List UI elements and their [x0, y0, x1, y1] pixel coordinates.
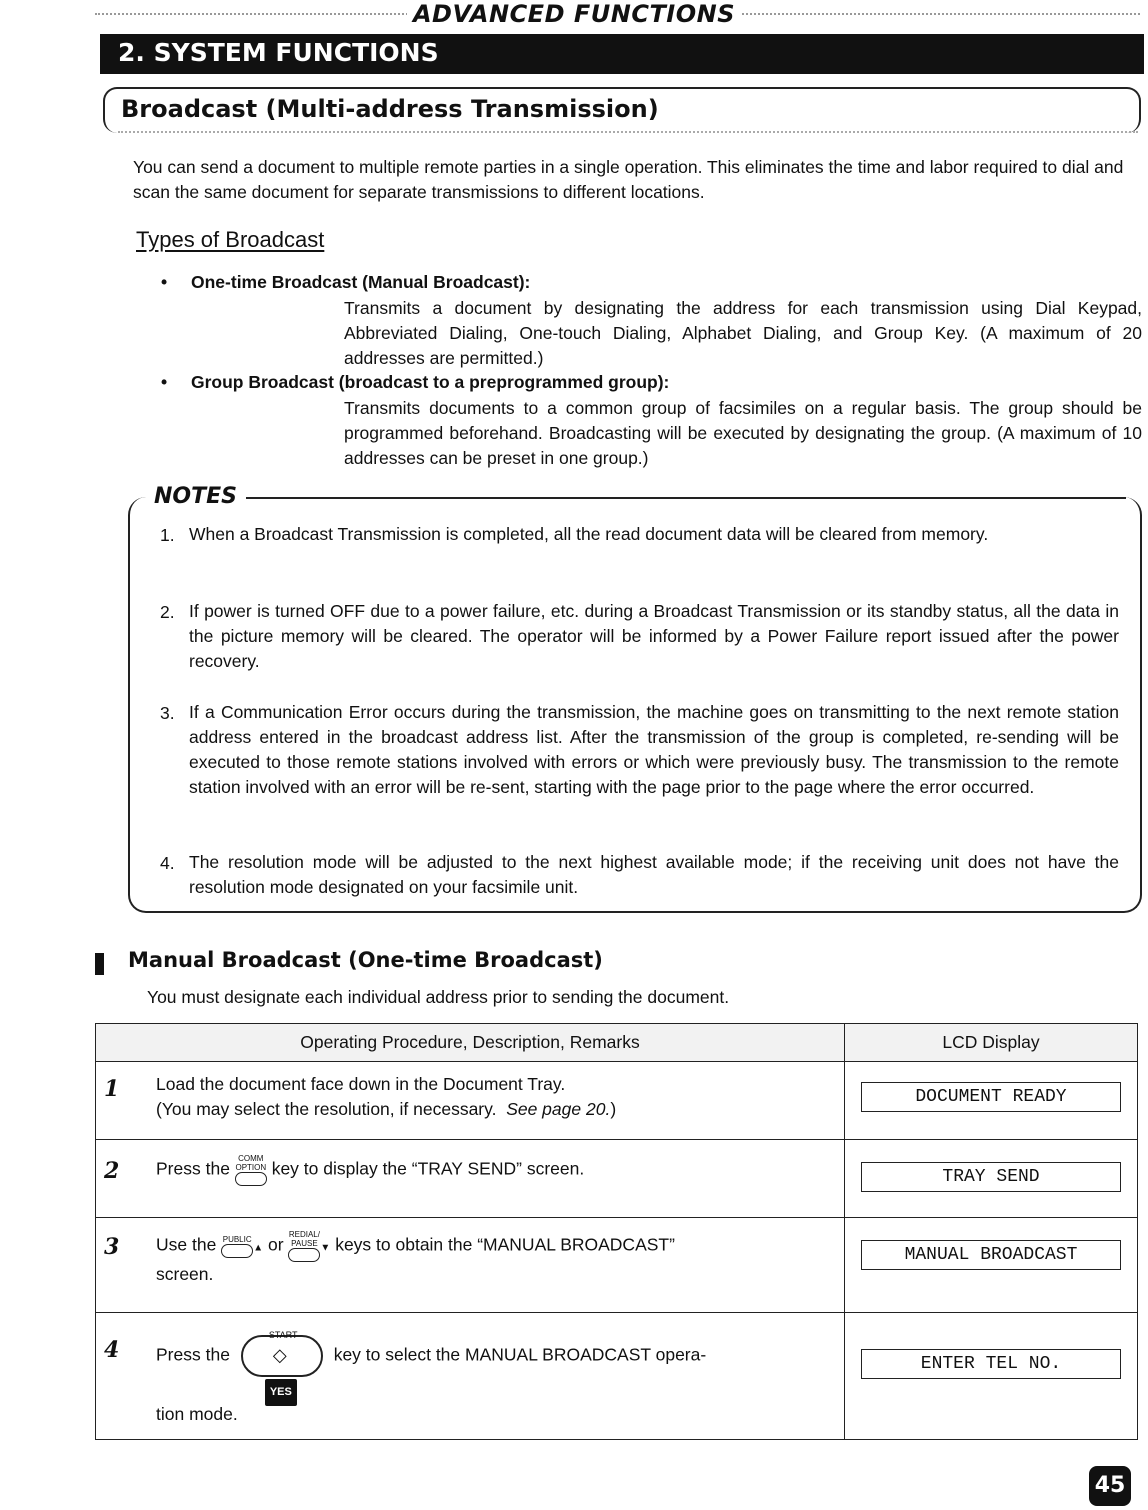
- section-title: 2. SYSTEM FUNCTIONS: [118, 38, 439, 67]
- step-text-post: keys to obtain the “MANUAL BROADCAST”: [335, 1234, 675, 1255]
- lcd-display: DOCUMENT READY: [861, 1082, 1121, 1112]
- note-text: If a Communication Error occurs during the transmission, the machine goes on transmitting to the next remote station address entered in the broadcast address list. After the transmission of the group is completed, re-sending will be executed to those remote stations involved with errors or which were previously busy. The transmission to the remote station involved with an error will be re-sent, starting with the page prior to the page where the error occurred.: [189, 702, 1119, 797]
- lcd-cell: [845, 1313, 1138, 1440]
- note-number: 3.: [160, 703, 175, 723]
- column-header: LCD Display: [845, 1024, 1138, 1062]
- note-text: When a Broadcast Transmission is completed, all the read document data will be cleared from memory.: [189, 524, 989, 544]
- lcd-cell: [845, 1062, 1138, 1140]
- step-line: screen.: [156, 1264, 214, 1284]
- running-header-text: ADVANCED FUNCTIONS: [407, 0, 741, 28]
- notes-title: NOTES: [148, 484, 243, 509]
- step-cell: [96, 1062, 845, 1140]
- types-heading: Types of Broadcast: [136, 227, 325, 252]
- step-line: Load the document face down in the Document Tray.: [156, 1074, 566, 1094]
- lcd-cell: [845, 1218, 1138, 1313]
- key-oval-icon: [235, 1172, 267, 1186]
- note-number: 2.: [160, 602, 175, 622]
- page-number: 45: [1089, 1466, 1131, 1506]
- step-text-or: or: [267, 1234, 284, 1255]
- type-item-description: Transmits documents to a common group of facsimiles on a regular basis. The group should be programmed beforehand. Broadcasting will be executed by designating the group. (A maximum of 10 addresses can be preset in one group.): [344, 398, 1142, 468]
- section-title-bar: [100, 34, 1144, 74]
- column-header: Operating Procedure, Description, Remarks: [96, 1024, 845, 1062]
- intro-paragraph: You can send a document to multiple remote parties in a single operation. This eliminates the time and labor required to dial and scan the same document for separate transmissions to different locations.: [133, 157, 1124, 202]
- table-header-row: [96, 1024, 1138, 1062]
- step-cell: [96, 1218, 845, 1313]
- key-label: OPTION: [235, 1163, 267, 1172]
- start-key-label: START: [268, 1330, 298, 1340]
- topic-rule: [118, 131, 1138, 133]
- step-text: [156, 1230, 832, 1287]
- page-reference: See page 20.: [506, 1099, 611, 1119]
- type-item-label: • Group Broadcast (broadcast to a preprogrammed group):: [191, 372, 669, 393]
- start-diamond-icon: ◇: [272, 1345, 287, 1365]
- subsection-title: Manual Broadcast (One-time Broadcast): [128, 948, 603, 972]
- step-cell: [96, 1140, 845, 1218]
- step-text-pre: Use the: [156, 1234, 217, 1255]
- key-oval-icon: [288, 1248, 320, 1262]
- step-text-post: key to display the “TRAY SEND” screen.: [271, 1158, 585, 1179]
- note-text: The resolution mode will be adjusted to the next highest available mode; if the receiving unit does not have the resolution mode designated on your facsimile unit.: [189, 852, 1119, 897]
- step-text: [156, 1072, 832, 1122]
- step-text-pre: Press the: [156, 1158, 230, 1179]
- type-item-label: • One-time Broadcast (Manual Broadcast):: [191, 272, 530, 293]
- key-label: PAUSE: [291, 1239, 318, 1248]
- public-key: [221, 1235, 253, 1258]
- step-text: [156, 1330, 832, 1427]
- lcd-display: ENTER TEL NO.: [861, 1349, 1121, 1379]
- step-cell: [96, 1313, 845, 1440]
- note-text: If power is turned OFF due to a power failure, etc. during a Broadcast Transmission or its standby status, all the data in the picture memory will be cleared. The operator will be informed by a Power Failure report issued after the power recovery.: [189, 601, 1119, 671]
- key-top-label: REDIAL/: [288, 1230, 320, 1239]
- key-label: PUBLIC: [222, 1234, 252, 1244]
- topic-heading-box: [103, 87, 1141, 133]
- key-top-label: COMM: [238, 1154, 264, 1163]
- step-number: 3: [104, 1234, 120, 1260]
- start-key: [241, 1330, 323, 1398]
- step-number: 2: [104, 1158, 120, 1184]
- step-line: tion mode.: [156, 1404, 238, 1424]
- step-text-pre: Press the: [156, 1344, 230, 1365]
- note-number: 1.: [160, 525, 175, 545]
- subsection-marker: [95, 953, 104, 975]
- step-line: (You may select the resolution, if necessary.: [156, 1099, 497, 1119]
- table-row: [96, 1140, 1138, 1218]
- note-number: 4.: [160, 853, 175, 873]
- table-row: [96, 1313, 1138, 1440]
- step-line-close: ): [610, 1099, 617, 1119]
- table-row: [96, 1218, 1138, 1313]
- up-arrow-icon: ▲: [253, 1242, 264, 1254]
- step-number: 1: [104, 1076, 120, 1102]
- down-arrow-icon: ▼: [320, 1242, 331, 1254]
- table-row: [96, 1062, 1138, 1140]
- subsection-description: You must designate each individual address prior to sending the document.: [147, 987, 730, 1007]
- yes-badge: YES: [265, 1379, 297, 1406]
- step-text: [156, 1154, 832, 1186]
- topic-title: Broadcast (Multi-address Transmission): [121, 95, 659, 123]
- lcd-display: MANUAL BROADCAST: [861, 1240, 1121, 1270]
- step-number: 4: [104, 1337, 120, 1363]
- step-text-post: key to select the MANUAL BROADCAST opera-: [333, 1344, 707, 1365]
- lcd-cell: [845, 1140, 1138, 1218]
- redial-pause-key: [288, 1230, 320, 1262]
- key-oval-icon: [221, 1244, 253, 1258]
- notes-rule: [246, 497, 1126, 499]
- comm-option-key: [235, 1154, 267, 1186]
- procedure-table: [95, 1023, 1138, 1440]
- lcd-display: TRAY SEND: [861, 1162, 1121, 1192]
- type-item-description: Transmits a document by designating the address for each transmission using Dial Keypad, Abbreviated Dialing, One-touch Dialing, Alphabet Dialing, and Group Key. (A maximum of 20 addresses are permitted.): [344, 298, 1142, 368]
